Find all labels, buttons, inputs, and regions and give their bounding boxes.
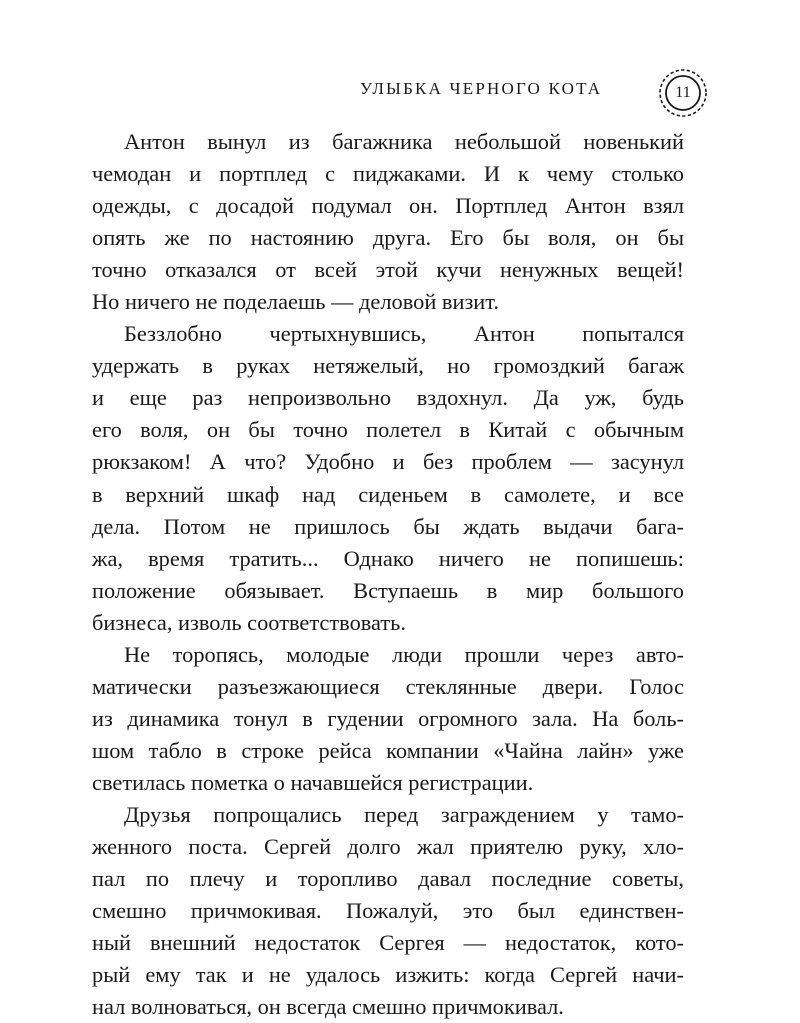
text-line: дела. Потом не пришлось бы ждать выдачи бага- xyxy=(92,513,684,539)
body-text xyxy=(92,126,684,1023)
text-line: матически разъезжающиеся стеклянные двери. Голос xyxy=(92,673,684,699)
text-line: рюкзаком! А что? Удобно и без проблем — засунул xyxy=(92,449,684,475)
text-line: бизнеса, изволь соответствовать. xyxy=(92,609,406,635)
text-line: женного поста. Сергей долго жал приятелю руку, хло- xyxy=(92,834,684,860)
text-line: ный внешний недостаток Сергея — недостаток, кото- xyxy=(92,930,684,956)
text-line: Но ничего не поделаешь — деловой визит. xyxy=(92,289,499,315)
text-line: Друзья попрощались перед заграждением у тамо- xyxy=(124,801,684,827)
text-line: Антон вынул из багажника небольшой новенький xyxy=(124,129,684,154)
text-line: удержать в руках нетяжелый, но громоздкий багаж xyxy=(92,353,684,379)
text-line: точно отказался от всей этой кучи ненужных вещей! xyxy=(92,257,684,283)
text-line: чемодан и портплед с пиджаками. И к чему столько xyxy=(92,161,684,187)
text-line: Беззлобно чертыхнувшись, Антон попытался xyxy=(124,321,684,347)
text-line: его воля, он бы точно полетел в Китай с обычным xyxy=(92,417,684,443)
running-title: УЛЫБКА ЧЕРНОГО КОТА xyxy=(360,79,603,98)
page-number: 11 xyxy=(675,84,691,101)
text-line: одежды, с досадой подумал он. Портплед Антон взял xyxy=(92,193,684,219)
text-line: и еще раз непроизвольно вздохнул. Да уж, будь xyxy=(92,385,684,411)
text-line: нал волноваться, он всегда смешно причмокивал. xyxy=(92,994,564,1020)
paragraph xyxy=(92,126,684,318)
text-line: из динамика тонул в гудении огромного зала. На боль- xyxy=(92,705,684,731)
text-line: шом табло в строке рейса компании «Чайна лайн» уже xyxy=(92,737,684,763)
text-line: жа, время тратить... Однако ничего не попишешь: xyxy=(92,545,684,571)
text-line: рый ему так и не удалось изжить: когда Сергей начи- xyxy=(92,962,684,988)
paragraph xyxy=(92,318,684,638)
text-line: светилась пометка о начавшейся регистрации. xyxy=(92,769,534,795)
text-line: пал по плечу и торопливо давал последние советы, xyxy=(92,866,684,892)
page-number-badge xyxy=(658,68,708,118)
text-line: в верхний шкаф над сиденьем в самолете, и все xyxy=(92,481,684,507)
text-line: Не торопясь, молодые люди прошли через авто- xyxy=(124,641,684,667)
paragraph xyxy=(92,799,684,1023)
text-line: смешно причмокивая. Пожалуй, это был единствен- xyxy=(92,898,684,924)
text-line: опять же по настоянию друга. Его бы воля, он бы xyxy=(92,225,684,251)
text-line: положение обязывает. Вступаешь в мир большого xyxy=(92,577,684,603)
paragraph xyxy=(92,639,684,799)
